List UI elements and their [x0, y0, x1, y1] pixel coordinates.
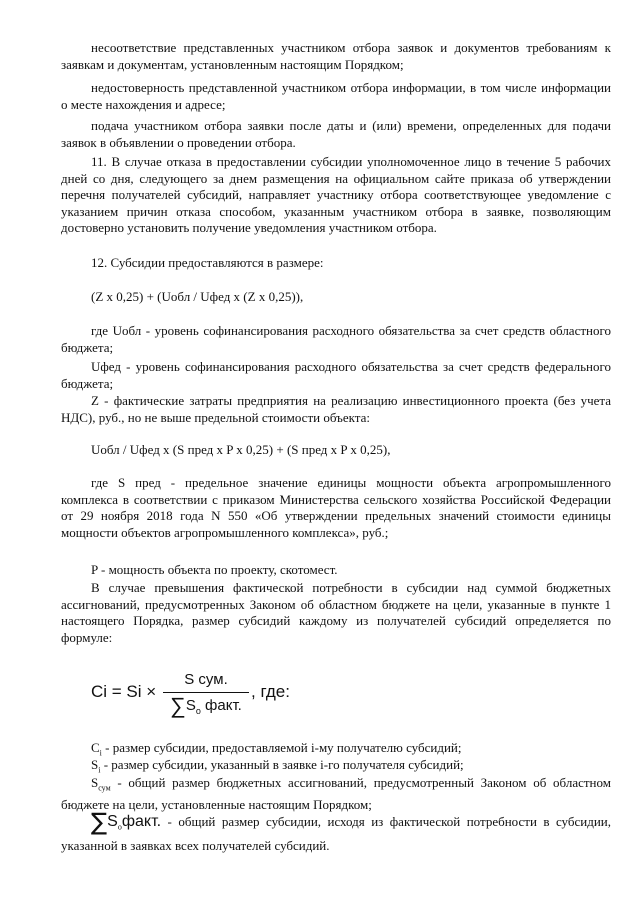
paragraph-rejection-reason-false-info: недостоверность представленной участником отбора информации, в том числе информации о месте нахождения и адресе; — [61, 80, 611, 112]
denominator-subscript: o — [195, 706, 201, 716]
si-description: - размер субсидии, указанный в заявке i-го получателя субсидий; — [100, 757, 464, 772]
ssum-description: - общий размер бюджетных ассигнований, предусмотренный Законом об областном бюджете на цели, установленные настоящим Порядком; — [61, 775, 611, 813]
formula-subsidy-allocation — [91, 670, 491, 726]
formula-subsidy-size: (Z x 0,25) + (Uобл / Uфед x (Z x 0,25)), — [91, 289, 304, 304]
si-subscript: i — [98, 765, 101, 775]
sfact-symbol: S — [107, 813, 118, 830]
formula-tail: , где: — [251, 682, 290, 701]
ci-description: - размер субсидии, предоставляемой i-му получателю субсидий; — [101, 740, 462, 755]
formula-max-cost: Uобл / Uфед x (S пред x P x 0,25) + (S пред x P x 0,25), — [91, 442, 391, 457]
paragraph-def-ssum — [61, 775, 611, 814]
sum-sign: ∑ — [170, 693, 186, 718]
paragraph-excess-demand: В случае превышения фактической потребности в субсидии над суммой бюджетных ассигнований, предусмотренных Законом об областном бюджете на цели, указанные в пункте 1 настоящего Порядка, размер субсидий каждому из получателей субсидий определяется по формуле: — [61, 580, 611, 645]
paragraph-item-11: 11. В случае отказа в предоставлении субсидии уполномоченное лицо в течение 5 рабочих дней со дня, следующего за днем размещения на официальном сайте приказа об утверждении перечня получателей субсидий, направляет участнику отбора соответствующее уведомление с указанием причин отказа способом, указанным участником отбора в заявке, позволяющим достоверно установить получение уведомления участником отбора. — [61, 154, 611, 235]
sfact-description: - общий размер субсидии, исходя из фактической потребности в субсидии, указанной в заявках всех получателей субсидий. — [61, 814, 611, 853]
paragraph-rejection-reason-late: подача участником отбора заявки после даты и (или) времени, определенных для подачи заявок в объявлении о проведении отбора. — [61, 118, 611, 150]
paragraph-def-ufed: Uфед - уровень софинансирования расходного обязательства за счет средств федерального бюджета; — [61, 359, 611, 391]
paragraph-def-z: Z - фактические затраты предприятия на реализацию инвестиционного проекта (без учета НДС), руб., но не выше предельной стоимости объекта: — [61, 393, 611, 425]
paragraph-def-sfact — [61, 808, 611, 855]
formula-numerator: S сум. — [184, 671, 228, 688]
formula-denominator — [163, 695, 249, 722]
ssum-subscript: сум — [98, 783, 111, 793]
formula-fraction — [163, 670, 249, 722]
paragraph-item-12: 12. Субсидии предоставляются в размере: — [91, 255, 324, 270]
si-symbol: S — [91, 757, 99, 772]
ci-subscript: i — [99, 748, 102, 758]
sfact-text: факт. — [121, 813, 162, 830]
paragraph-def-s-pred: где S пред - предельное значение единицы мощности объекта агропромышленного комплекса в соответствии с приказом Министерства сельского хозяйства Российской Федерации от 29 ноября 2018 года N 550 «Об утверждении предельных значений стоимости единицы мощности объектов агропромышленного комплекса», руб.; — [61, 475, 611, 540]
paragraph-rejection-reason-mismatch: несоответствие представленных участником отбора заявок и документов требованиям к заявкам и документам, установленным настоящим Порядком; — [61, 40, 611, 72]
ssum-symbol: S — [91, 775, 99, 790]
formula-lhs: Ci = Si × — [91, 682, 157, 701]
ci-symbol: C — [91, 740, 100, 755]
denominator-text: факт. — [205, 697, 242, 714]
sfact-subscript: o — [117, 822, 122, 832]
sum-sign: ∑ — [91, 808, 108, 836]
paragraph-def-p: P - мощность объекта по проекту, скотомест. — [91, 562, 338, 577]
denominator-s: S — [185, 697, 196, 714]
paragraph-def-uobl: где Uобл - уровень софинансирования расходного обязательства за счет средств областного бюджета; — [61, 323, 611, 355]
